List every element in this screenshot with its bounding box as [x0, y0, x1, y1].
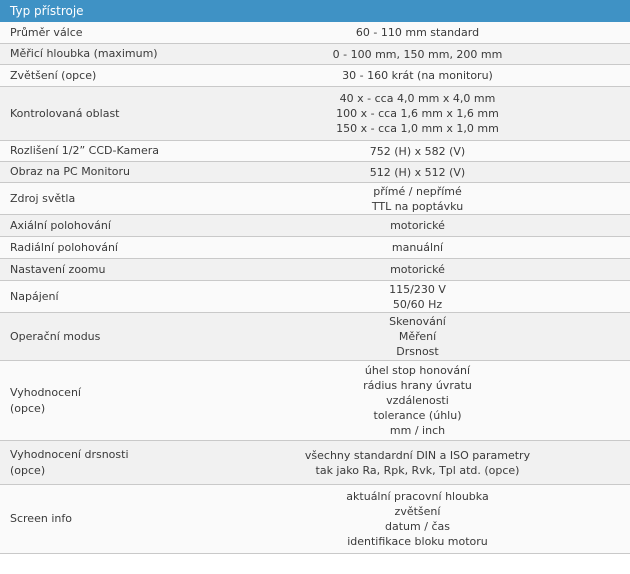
- row-value: [205, 485, 630, 553]
- table-row: [0, 44, 630, 65]
- row-label: Obraz na PC Monitoru: [10, 165, 130, 178]
- row-label: Vyhodnocení (opce): [10, 385, 81, 415]
- value-line: TTL na poptávku: [371, 199, 464, 213]
- row-value: [205, 281, 630, 312]
- value-line: tolerance (úhlu): [373, 409, 462, 422]
- row-value: [205, 441, 630, 484]
- row-label: Axiální polohování: [10, 218, 111, 232]
- value-line: přímé / nepřímé: [373, 184, 462, 198]
- row-value: [205, 237, 630, 258]
- table-row: [0, 313, 630, 361]
- row-value: [205, 215, 630, 236]
- row-label: Měřicí hloubka (maximum): [10, 47, 158, 60]
- row-value: [205, 259, 630, 280]
- row-value: [205, 87, 630, 140]
- row-value: [205, 313, 630, 360]
- table-row: [0, 215, 630, 237]
- row-value: [205, 183, 630, 214]
- row-label: Operační modus: [10, 329, 101, 343]
- row-value: [205, 65, 630, 86]
- value-line: 0 - 100 mm, 150 mm, 200 mm: [332, 47, 503, 61]
- value-line: Měření: [398, 330, 437, 343]
- value-line: identifikace bloku motoru: [347, 535, 488, 548]
- table-header: [0, 0, 630, 22]
- value-line: vzdálenosti: [386, 394, 449, 407]
- value-line: manuální: [391, 241, 444, 254]
- row-value: [205, 361, 630, 440]
- value-line: datum / čas: [385, 520, 450, 533]
- value-line: motorické: [390, 219, 445, 232]
- row-label: Vyhodnocení drsnosti (opce): [10, 447, 129, 477]
- row-label: Zvětšení (opce): [10, 68, 97, 82]
- value-line: 100 x - cca 1,6 mm x 1,6 mm: [336, 107, 499, 120]
- value-line: 50/60 Hz: [392, 297, 443, 311]
- table-row: [0, 141, 630, 162]
- row-label: Rozlišení 1/2” CCD-Kamera: [10, 144, 159, 157]
- value-line: motorické: [390, 263, 445, 276]
- table-row: [0, 441, 630, 485]
- row-label: Kontrolovaná oblast: [10, 106, 120, 120]
- value-line: všechny standardní DIN a ISO parametry: [304, 448, 531, 462]
- table-row: [0, 162, 630, 183]
- row-value: [205, 162, 630, 182]
- value-line: aktuální pracovní hloubka: [346, 490, 489, 503]
- value-line: tak jako Ra, Rpk, Rvk, Tpl atd. (opce): [315, 463, 520, 477]
- row-label: Napájení: [10, 289, 59, 303]
- table-row: [0, 237, 630, 259]
- row-value: [205, 44, 630, 64]
- table-row: [0, 361, 630, 441]
- row-value: [205, 141, 630, 161]
- value-line: 752 (H) x 582 (V): [369, 144, 466, 158]
- table-row: [0, 485, 630, 554]
- value-line: mm / inch: [389, 424, 446, 437]
- row-label: Radiální polohování: [10, 240, 118, 254]
- value-line: 150 x - cca 1,0 mm x 1,0 mm: [336, 122, 499, 135]
- row-label: Screen info: [10, 512, 72, 525]
- table-body: [0, 22, 630, 554]
- value-line: Drsnost: [396, 345, 439, 358]
- row-label: Zdroj světla: [10, 191, 76, 205]
- table-row: [0, 22, 630, 44]
- value-line: rádius hrany úvratu: [363, 379, 472, 392]
- value-line: úhel stop honování: [364, 364, 471, 377]
- table-row: [0, 183, 630, 215]
- value-line: zvětšení: [394, 505, 441, 518]
- header-title: Typ přístroje: [10, 4, 84, 18]
- row-value: [205, 22, 630, 43]
- table-row: [0, 65, 630, 87]
- row-label: Nastavení zoomu: [10, 262, 106, 276]
- table-row: [0, 259, 630, 281]
- row-label: Průměr válce: [10, 25, 83, 39]
- value-line: 30 - 160 krát (na monitoru): [342, 69, 493, 82]
- value-line: 60 - 110 mm standard: [355, 26, 480, 39]
- value-line: 512 (H) x 512 (V): [369, 165, 466, 179]
- table-row: [0, 87, 630, 141]
- table-row: [0, 281, 630, 313]
- value-line: 40 x - cca 4,0 mm x 4,0 mm: [339, 92, 496, 105]
- value-line: Skenování: [389, 315, 446, 328]
- value-line: 115/230 V: [389, 282, 446, 296]
